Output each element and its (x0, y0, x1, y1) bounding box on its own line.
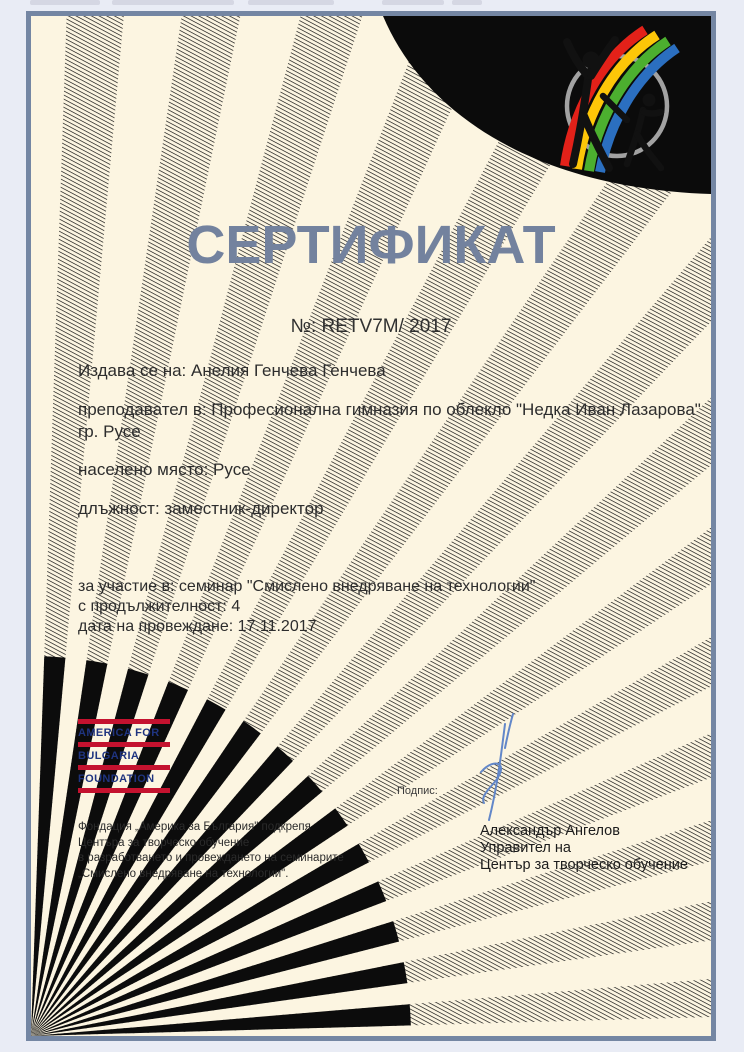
signee-name: Александър Ангелов (480, 823, 620, 839)
signee-role: Управител на (480, 840, 571, 856)
issued-to-line: Издава се на: Анелия Генчева Генчева (78, 361, 386, 380)
certificate-frame (26, 11, 716, 1041)
foundation-note-line: „Смислено внедряване на технологии". (78, 867, 289, 880)
foundation-note-line: Фондация „Америка за България" подкрепя (78, 821, 311, 833)
position-line: преподавател в: Професионална гимназия по облекло "Недка Иван Лазарова" гр. Русе (78, 400, 701, 441)
job-title-line: длъжност: заместник-директор (78, 499, 324, 518)
top-cropped-text-fragment (248, 0, 334, 5)
afb-red-bar (78, 788, 170, 793)
america-for-bulgaria-logo (78, 719, 170, 793)
afb-logo-line: AMERICA FOR (78, 727, 160, 739)
foundation-note-line: в разработването и провеждането на семинарите (78, 852, 344, 864)
afb-logo-line: BULGARIA (78, 750, 140, 762)
top-cropped-text-fragment (30, 0, 100, 5)
settlement-line: населено място: Русе (78, 460, 251, 479)
signee-organization: Център за творческо обучение (480, 857, 688, 873)
duration-line: с продължителност: 4 (78, 598, 241, 615)
foundation-note (78, 820, 344, 882)
certificate-title: СЕРТИФИКАТ (186, 215, 556, 275)
certificate-number: №: RETV7M/ 2017 (290, 316, 452, 337)
participation-line: за участие в: семинар "Смислено внедряване на технологии" (78, 578, 536, 595)
signee-block (480, 823, 688, 874)
signature-label: Подпис: (397, 785, 438, 797)
top-cropped-text-fragment (452, 0, 482, 5)
afb-logo-line: FOUNDATION (78, 773, 155, 785)
top-cropped-text-fragment (112, 0, 234, 5)
sunburst-background (31, 16, 711, 1036)
foundation-note-line: Центъра за творческо обучение (78, 836, 250, 849)
signature-scribble (461, 704, 551, 832)
top-cropped-text-fragment (382, 0, 444, 5)
date-line: дата на провеждане: 17.11.2017 (78, 618, 317, 635)
